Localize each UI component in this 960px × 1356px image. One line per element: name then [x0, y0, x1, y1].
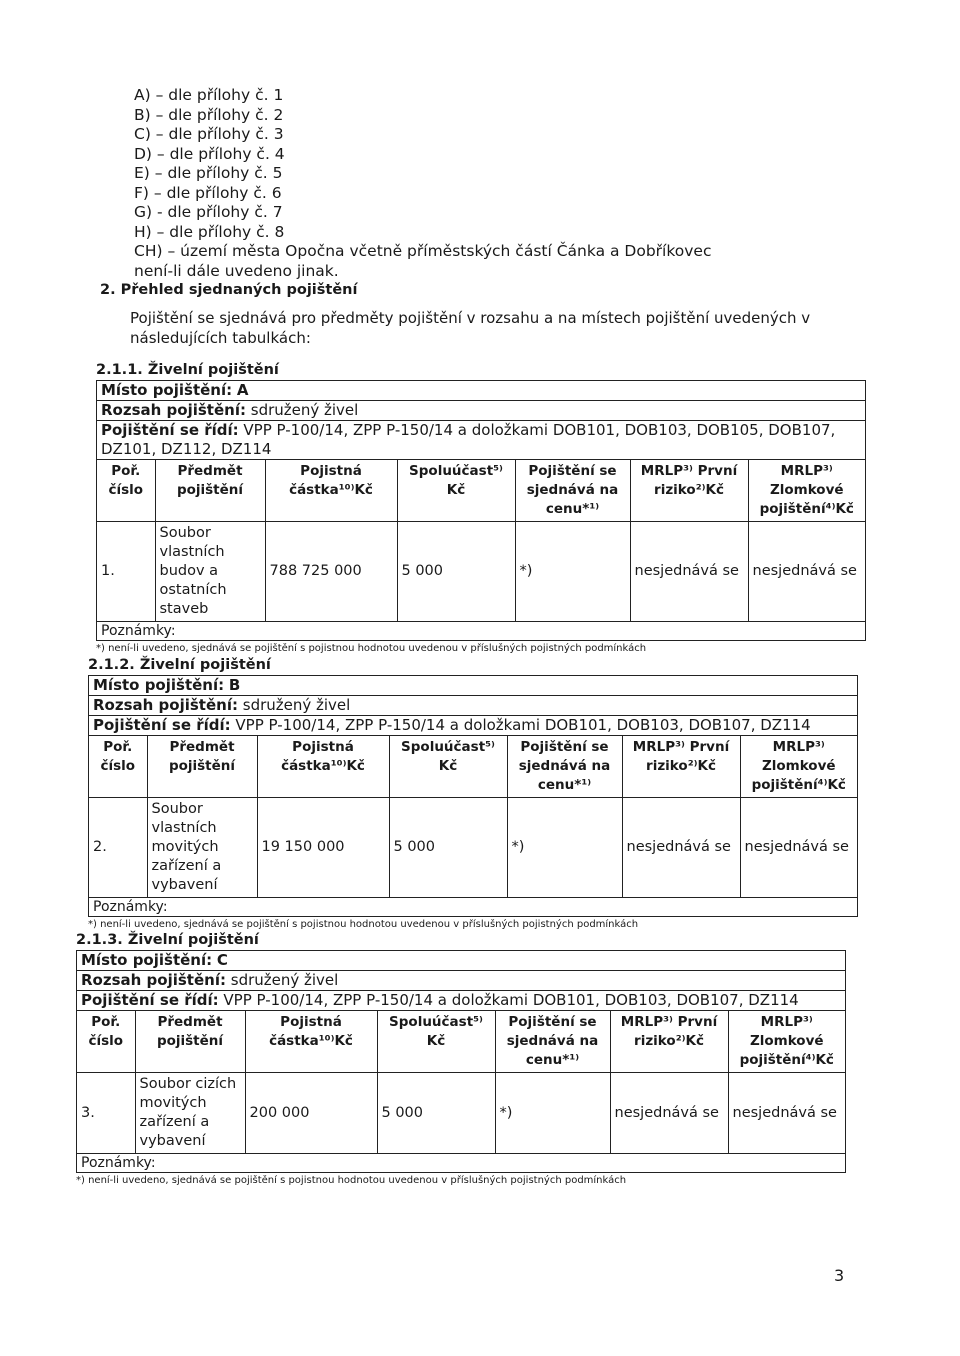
header-deductible: Spoluúčast⁵⁾ Kč — [377, 1011, 495, 1073]
scope-label: Rozsah pojištění: — [93, 696, 238, 714]
scope-row — [89, 696, 857, 716]
notes-row: Poznámky: — [77, 1153, 845, 1172]
table-row — [77, 1073, 845, 1154]
insurance-section-2 — [88, 655, 858, 930]
location-list — [134, 86, 712, 281]
header-fractional: MRLP³⁾ Zlomkové pojištění⁴⁾Kč — [748, 460, 865, 522]
scope-value: sdružený živel — [250, 401, 359, 419]
place-label: Místo pojištění: — [81, 951, 213, 969]
header-subject: Předmět pojištění — [135, 1011, 245, 1073]
items-table — [97, 460, 865, 621]
cell-deductible: 5 000 — [397, 522, 515, 622]
items-table — [89, 736, 857, 897]
cell-subject: Soubor vlastních movitých zařízení a vybavení — [147, 798, 257, 898]
rules-value: VPP P-100/14, ZPP P-150/14 a doložkami DOB101, DOB103, DOB105, DOB107, DZ101, DZ112, DZ114 — [101, 421, 836, 458]
cell-fractional: nesjednává se — [748, 522, 865, 622]
header-first-risk: MRLP³⁾ První riziko²⁾Kč — [622, 736, 740, 798]
cell-price: *) — [507, 798, 622, 898]
insurance-table — [88, 675, 858, 917]
items-table — [77, 1011, 845, 1153]
list-item: G) - dle přílohy č. 7 — [134, 203, 283, 221]
header-no: Poř. číslo — [77, 1011, 135, 1073]
insurance-table — [76, 950, 846, 1173]
rules-row — [77, 991, 845, 1011]
section-title: 2.1.1. Živelní pojištění — [96, 362, 279, 378]
section-heading: 2. Přehled sjednaných pojištění — [100, 282, 358, 298]
page-number: 3 — [834, 1266, 845, 1285]
header-amount: Pojistná částka¹⁰⁾Kč — [265, 460, 397, 522]
insurance-table — [96, 380, 866, 641]
table-header — [89, 736, 857, 798]
header-deductible: Spoluúčast⁵⁾ Kč — [397, 460, 515, 522]
header-price: Pojištění se sjednává na cenu*¹⁾ — [507, 736, 622, 798]
notes-row: Poznámky: — [89, 897, 857, 916]
section-title: 2.1.3. Živelní pojištění — [76, 932, 259, 948]
rules-row — [97, 421, 865, 460]
header-fractional: MRLP³⁾ Zlomkové pojištění⁴⁾Kč — [740, 736, 857, 798]
cell-price: *) — [495, 1073, 610, 1154]
cell-subject: Soubor cizích movitých zařízení a vybavení — [135, 1073, 245, 1154]
section-title: 2.1.2. Živelní pojištění — [88, 657, 271, 673]
cell-first-risk: nesjednává se — [630, 522, 748, 622]
list-item: D) – dle přílohy č. 4 — [134, 144, 285, 163]
place-row — [97, 381, 865, 401]
footnote: *) není-li uvedeno, sjednává se pojištění s pojistnou hodnotou uvedenou v příslušných pojistných podmínkách — [88, 919, 639, 930]
header-first-risk: MRLP³⁾ První riziko²⁾Kč — [610, 1011, 728, 1073]
header-no: Poř. číslo — [89, 736, 147, 798]
insurance-section-3 — [76, 930, 846, 1186]
list-item: F) – dle přílohy č. 6 — [134, 183, 282, 202]
scope-row — [77, 971, 845, 991]
place-value: A — [236, 381, 249, 399]
cell-amount: 200 000 — [245, 1073, 377, 1154]
list-item: CH) – území města Opočna včetně příměstských částí Čánka a Dobříkovec — [134, 242, 712, 260]
footnote: *) není-li uvedeno, sjednává se pojištění s pojistnou hodnotou uvedenou v příslušných pojistných podmínkách — [96, 643, 647, 654]
header-first-risk: MRLP³⁾ První riziko²⁾Kč — [630, 460, 748, 522]
header-price: Pojištění se sjednává na cenu*¹⁾ — [515, 460, 630, 522]
cell-deductible: 5 000 — [389, 798, 507, 898]
cell-no: 3. — [81, 1104, 95, 1121]
place-row — [77, 951, 845, 971]
list-item: B) – dle přílohy č. 2 — [134, 105, 284, 124]
header-fractional: MRLP³⁾ Zlomkové pojištění⁴⁾Kč — [728, 1011, 845, 1073]
list-item: H) – dle přílohy č. 8 — [134, 222, 285, 241]
rules-label: Pojištění se řídí: — [101, 421, 239, 439]
cell-subject: Soubor vlastních budov a ostatních staveb — [155, 522, 265, 622]
rules-label: Pojištění se řídí: — [81, 991, 219, 1009]
scope-value: sdružený živel — [230, 971, 339, 989]
place-label: Místo pojištění: — [101, 381, 233, 399]
header-subject: Předmět pojištění — [155, 460, 265, 522]
cell-fractional: nesjednává se — [740, 798, 857, 898]
list-item: C) – dle přílohy č. 3 — [134, 125, 284, 143]
cell-amount: 19 150 000 — [257, 798, 389, 898]
header-subject: Předmět pojištění — [147, 736, 257, 798]
header-amount: Pojistná částka¹⁰⁾Kč — [257, 736, 389, 798]
cell-price: *) — [515, 522, 630, 622]
cell-no: 2. — [93, 839, 107, 855]
rules-label: Pojištění se řídí: — [93, 716, 231, 734]
table-header — [77, 1011, 845, 1073]
scope-label: Rozsah pojištění: — [81, 971, 226, 989]
footnote: *) není-li uvedeno, sjednává se pojištění s pojistnou hodnotou uvedenou v příslušných pojistných podmínkách — [76, 1175, 627, 1186]
header-no: Poř. číslo — [97, 460, 155, 522]
scope-row — [97, 401, 865, 421]
cell-fractional: nesjednává se — [728, 1073, 845, 1154]
cell-amount: 788 725 000 — [265, 522, 397, 622]
scope-label: Rozsah pojištění: — [101, 401, 246, 419]
rules-row — [89, 716, 857, 736]
table-header — [97, 460, 865, 522]
table-row — [97, 522, 865, 622]
place-value: C — [216, 951, 228, 969]
cell-deductible: 5 000 — [377, 1073, 495, 1154]
list-item: není-li dále uvedeno jinak. — [134, 261, 339, 280]
notes-row: Poznámky: — [97, 621, 865, 640]
rules-value: VPP P-100/14, ZPP P-150/14 a doložkami DOB101, DOB103, DOB107, DZ114 — [235, 716, 811, 734]
rules-value: VPP P-100/14, ZPP P-150/14 a doložkami DOB101, DOB103, DOB107, DZ114 — [223, 991, 799, 1009]
place-label: Místo pojištění: — [93, 676, 225, 694]
place-value: B — [228, 676, 241, 694]
insurance-section-1 — [96, 360, 866, 654]
header-price: Pojištění se sjednává na cenu*¹⁾ — [495, 1011, 610, 1073]
list-item: A) – dle přílohy č. 1 — [134, 86, 284, 104]
cell-no: 1. — [101, 563, 115, 579]
header-amount: Pojistná částka¹⁰⁾Kč — [245, 1011, 377, 1073]
cell-first-risk: nesjednává se — [622, 798, 740, 898]
list-item: E) – dle přílohy č. 5 — [134, 164, 283, 182]
intro-paragraph: Pojištění se sjednává pro předměty pojištění v rozsahu a na místech pojištění uvedených v následujících tabulkách: — [130, 309, 811, 347]
cell-first-risk: nesjednává se — [610, 1073, 728, 1154]
header-deductible: Spoluúčast⁵⁾ Kč — [389, 736, 507, 798]
scope-value: sdružený živel — [242, 696, 351, 714]
table-row — [89, 798, 857, 898]
place-row — [89, 676, 857, 696]
